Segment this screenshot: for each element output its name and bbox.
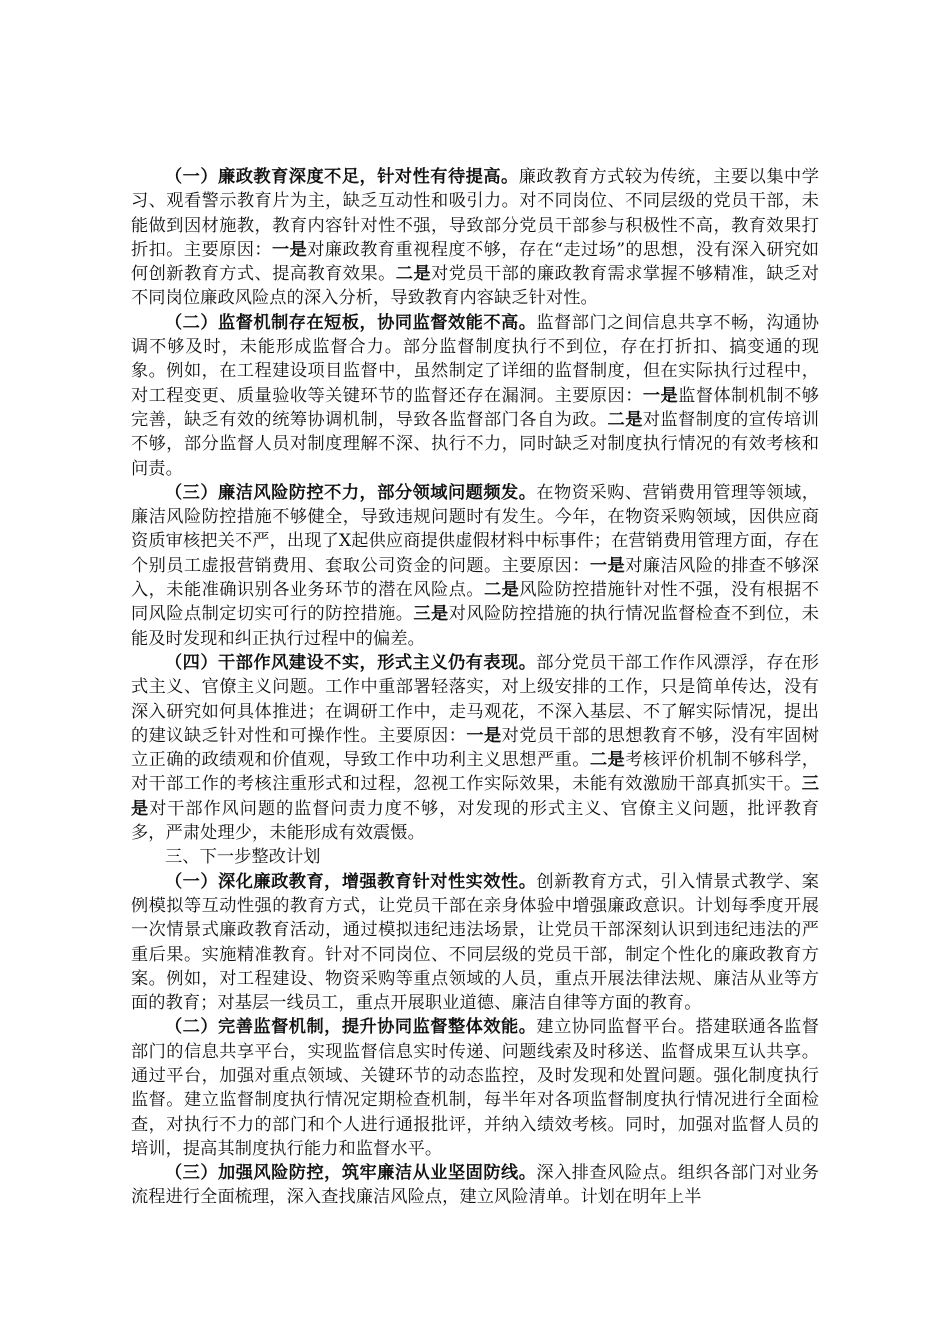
paragraph-text: 部分党员干部工作作风漂浮，存在形式主义、官僚主义问题。工作中重部署轻落实，对上级安排的工作，只是简单传达，没有深入研究如何具体推进；在调研工作中，走马观花，不深入基层、不了解实际情况，提出的建议缺乏针对性和可操作性。主要原因： (131, 652, 819, 746)
paragraph-text: 深入排查风险点。组织各部门对业务流程进行全面梳理，深入查找廉洁风险点，建立风险清单。计划在明年上半 (131, 1163, 819, 1208)
ordinal-marker: 三是 (413, 604, 449, 625)
paragraph-text: 对监督制度的宣传培训不够，部分监督人员对制度理解不深、执行不力，同时缺乏对制度执行情况的有效考核和问责。 (131, 409, 819, 479)
paragraph-text: 监督体制机制不够完善，缺乏有效的统筹协调机制，导致各监督部门各自为政。 (131, 385, 820, 430)
paragraph-lead: （一）深化廉政教育，增强教育针对性实效性。 (165, 871, 537, 892)
ordinal-marker: 二是 (607, 409, 643, 430)
document-body (131, 165, 819, 1210)
paragraph-text: 考核评价机制不够科学，对干部工作的考核注重形式和过程，忽视工作实际效果，未能有效激励干部真抓实干。 (131, 750, 820, 795)
paragraph-5 (131, 870, 819, 1016)
paragraph-lead: （一）廉政教育深度不足，针对性有待提高。 (165, 167, 519, 187)
paragraph-lead: （二）监督机制存在短板，协同监督效能不高。 (165, 312, 537, 333)
paragraph-text: 对干部作风问题的监督问责力度不够，对发现的形式主义、官僚主义问题，批评教育多，严肃处理少，未能形成有效震慑。 (131, 798, 820, 844)
ordinal-marker: 二是 (484, 580, 520, 601)
paragraph-text: 建立协同监督平台。搭建联通各监督部门的信息共享平台，实现监督信息实时传递、问题线索及时移送、监督成果互认共享。通过平台，加强对重点领域、关键环节的动态监控，及时发现和处置问题。强化制度执行监督。建立监督制度执行情况定期检查机制，每半年对各项监督制度执行情况进行全面检查，对执行不力的部门和个人进行通报批评，并纳入绩效考核。同时，加强对监督人员的培训，提高其制度执行能力和监督水平。 (131, 1017, 819, 1159)
paragraph-text: 对风险防控措施的执行情况监督检查不到位，未能及时发现和纠正执行过程中的偏差。 (131, 604, 820, 649)
paragraph-text: 对党员干部的廉政教育需求掌握不够精准，缺乏对不同岗位廉政风险点的深入分析，导致教育内容缺乏针对性。 (131, 264, 819, 309)
paragraph-text: 在物资采购、营销费用管理等领域，廉洁风险防控措施不够健全，导致违规问题时有发生。今年，在物资采购领域，因供应商资质审核把关不严，出现了X起供应商提供虚假材料中标事件；在营销费用管理方面，存在个别员工虚报营销费用、套取公司资金的问题。主要原因： (131, 482, 819, 576)
paragraph-4 (131, 651, 819, 845)
paragraph-3 (131, 481, 819, 651)
paragraph-lead: （三）加强风险防控，筑牢廉洁从业坚固防线。 (165, 1163, 537, 1184)
paragraph-text: 监督部门之间信息共享不畅，沟通协调不够及时，未能形成监督合力。部分监督制度执行不到位，存在打折扣、搞变通的现象。例如，在工程建设项目监督中，虽然制定了详细的监督制度，但在实际执行过程中，对工程变更、质量验收等关键环节的监督还存在漏洞。主要原因： (131, 312, 819, 406)
paragraph-1 (131, 165, 819, 311)
paragraph-text: 创新教育方式，引入情景式教学、案例模拟等互动性强的教育方式，让党员干部在亲身体验中增强廉政意识。计划每季度开展一次情景式廉政教育活动，通过模拟违纪违法场景，让党员干部深刻认识到违纪违法的严重后果。实施精准教育。针对不同岗位、不同层级的党员干部，制定个性化的廉政教育方案。例如，对工程建设、物资采购等重点领域的人员，重点开展法律法规、廉洁从业等方面的教育；对基层一线员工，重点开展职业道德、廉洁自律等方面的教育。 (131, 871, 819, 1014)
ordinal-marker: 二是 (589, 750, 626, 771)
paragraph-7 (131, 1161, 819, 1210)
ordinal-marker: 一是 (272, 239, 308, 260)
paragraph-text: 对廉洁风险的排查不够深入，未能准确识别各业务环节的潜在风险点。 (131, 555, 820, 601)
paragraph-text: 廉政教育方式较为传统，主要以集中学习、观看警示教育片为主，缺乏互动性和吸引力。对不同岗位、不同层级的党员干部，未能做到因材施教，教育内容针对性不强，导致部分党员干部参与积极性不高，教育效果打折扣。主要原因： (131, 167, 819, 260)
paragraph-lead: （三）廉洁风险防控不力，部分领域问题频发。 (165, 482, 537, 503)
section-heading: 三、下一步整改计划 (165, 847, 321, 868)
ordinal-marker: 一是 (589, 555, 626, 576)
ordinal-marker: 三是 (131, 774, 819, 819)
ordinal-marker: 一是 (642, 385, 679, 406)
paragraph-text: 风险防控措施针对性不强，没有根据不同风险点制定切实可行的防控措施。 (131, 580, 819, 625)
paragraph-lead: （四）干部作风建设不实，形式主义仍有表现。 (165, 652, 537, 673)
paragraph-lead: （二）完善监督机制，提升协同监督整体效能。 (165, 1017, 537, 1038)
paragraph-text: 对廉政教育重视程度不够，存在“走过场”的思想，没有深入研究如何创新教育方式、提高教育效果。 (131, 239, 819, 285)
paragraph-text: 对党员干部的思想教育不够，没有牢固树立正确的政绩观和价值观，导致工作中功利主义思想严重。 (131, 725, 820, 771)
paragraph-2 (131, 311, 819, 481)
paragraph-6 (131, 1015, 819, 1161)
ordinal-marker: 一是 (466, 725, 502, 746)
ordinal-marker: 二是 (395, 264, 432, 285)
